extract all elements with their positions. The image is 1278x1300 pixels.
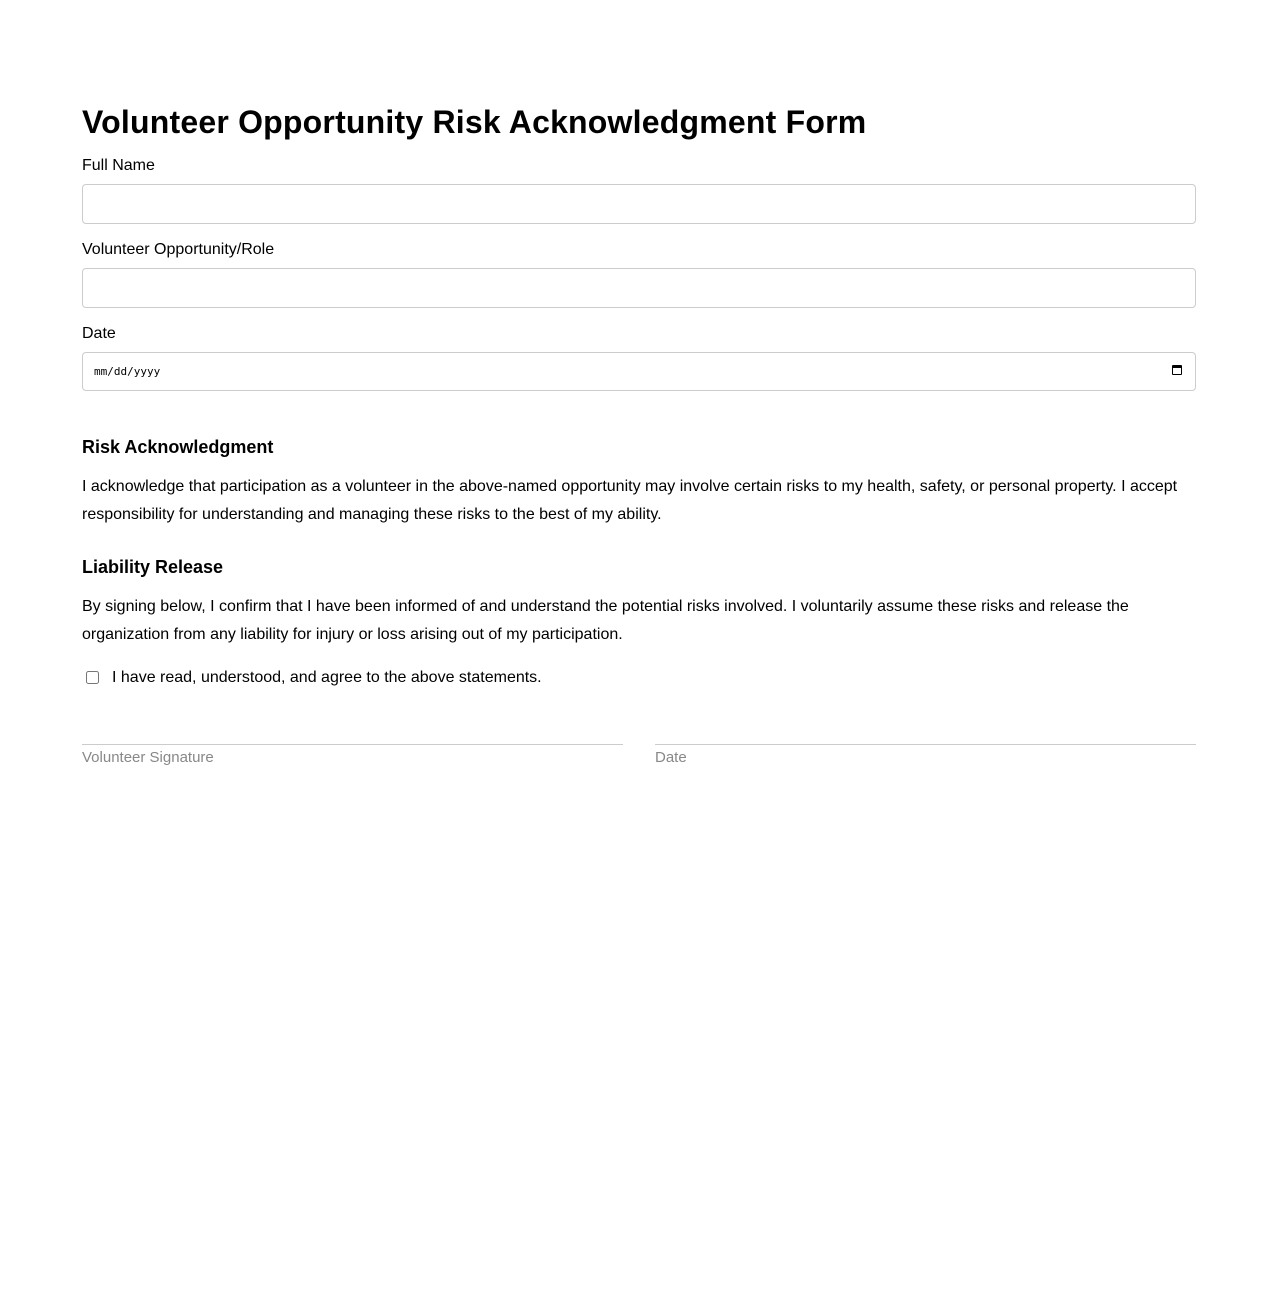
signature-date-label: Date (655, 749, 687, 766)
role-input[interactable] (82, 268, 1196, 308)
agree-checkbox[interactable] (86, 671, 99, 684)
risk-text: I acknowledge that participation as a volunteer in the above-named opportunity may involve certain risks to my health, safety, or personal property. I accept responsibility for understanding and managing these risks to the best of my ability. (82, 478, 1178, 523)
calendar-icon[interactable] (1172, 365, 1182, 375)
signature-label: Volunteer Signature (82, 749, 214, 766)
full-name-label: Full Name (82, 157, 155, 174)
liability-text: By signing below, I confirm that I have been informed of and understand the potential risks involved. I voluntarily assume these risks and release the organization from any liability for injury or loss arising out of my participation. (82, 598, 1129, 643)
full-name-input[interactable] (82, 184, 1196, 224)
risk-heading: Risk Acknowledgment (82, 437, 274, 457)
liability-heading: Liability Release (82, 557, 224, 577)
date-label: Date (82, 325, 116, 342)
date-input[interactable] (82, 352, 1196, 391)
agree-label[interactable]: I have read, understood, and agree to the above statements. (112, 669, 542, 686)
date-placeholder: mm/dd/yyyy (94, 365, 161, 378)
role-label: Volunteer Opportunity/Role (82, 241, 275, 258)
page-title: Volunteer Opportunity Risk Acknowledgment Form (82, 104, 867, 140)
signature-line (82, 744, 623, 766)
signature-date-line (655, 744, 1196, 766)
